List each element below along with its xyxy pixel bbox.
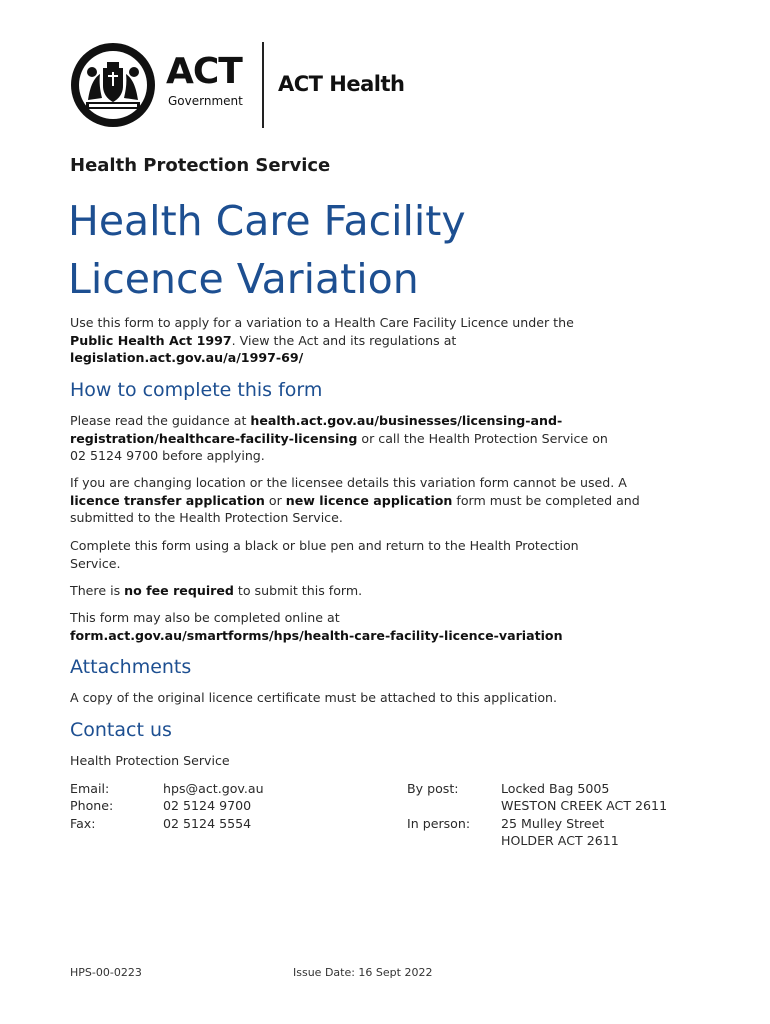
fee-pre: There is — [70, 583, 125, 598]
service-name: Health Protection Service — [70, 155, 331, 176]
guidance-phone-line: 02 5124 9700 before applying. — [70, 448, 265, 463]
phone-value: 02 5124 9700 — [163, 798, 252, 813]
logo-act-health-text: ACT Health — [278, 72, 405, 96]
changing-details-line-1: If you are changing location or the licensee details this variation form cannot be used. A — [70, 475, 627, 490]
changing-details-line-2-rest: form must be completed and — [452, 492, 640, 508]
post-address-line-1: Locked Bag 5005 — [501, 781, 610, 796]
online-paragraph — [70, 609, 710, 644]
title-line-2: Licence Variation — [68, 255, 419, 303]
fax-label: Fax: — [70, 816, 96, 831]
fee-post: to submit this form. — [233, 583, 363, 598]
post-address-line-2: WESTON CREEK ACT 2611 — [501, 798, 668, 813]
logo-government-text: Government — [168, 94, 243, 108]
intro-line-1: Use this form to apply for a variation to a Health Care Facility Licence under the — [70, 315, 574, 330]
pen-line-1: Complete this form using a black or blue pen and return to the Health Protection — [70, 538, 579, 553]
act-coat-of-arms-icon — [70, 42, 156, 128]
new-licence-text: new licence application — [285, 492, 453, 508]
online-line-1: This form may also be completed online at — [70, 610, 340, 625]
guidance-link-part-2[interactable]: registration/healthcare-facility-licensing — [70, 430, 358, 446]
online-form-link[interactable]: form.act.gov.au/smartforms/hps/health-care-facility-licence-variation — [70, 627, 563, 643]
title-line-1: Health Care Facility — [68, 197, 466, 245]
attachments-heading: Attachments — [70, 656, 192, 678]
guidance-link-part-1[interactable]: health.act.gov.au/businesses/licensing-and- — [250, 413, 563, 428]
post-label: By post: — [407, 781, 459, 796]
changing-details-line-3: submitted to the Health Protection Service. — [70, 510, 343, 525]
email-label: Email: — [70, 781, 110, 796]
legislation-link[interactable]: legislation.act.gov.au/a/1997-69/ — [70, 350, 304, 365]
changing-details-paragraph — [70, 474, 710, 527]
intro-line-2-rest: . View the Act and its regulations at — [231, 332, 457, 348]
fee-paragraph — [70, 582, 710, 600]
email-value[interactable]: hps@act.gov.au — [163, 781, 264, 796]
in-person-label: In person: — [407, 816, 471, 831]
pen-paragraph — [70, 537, 710, 572]
pen-line-2: Service. — [70, 555, 121, 571]
intro-paragraph — [70, 314, 710, 367]
in-person-address-line-1: 25 Mulley Street — [501, 816, 605, 831]
fax-value: 02 5124 5554 — [163, 816, 252, 831]
act-health-logo — [70, 42, 410, 130]
contact-org: Health Protection Service — [70, 753, 230, 768]
guidance-text: Please read the guidance at — [70, 413, 251, 428]
licence-transfer-text: licence transfer application — [70, 492, 265, 508]
attachments-paragraph: A copy of the original licence certificate must be attached to this application. — [70, 690, 558, 705]
guidance-paragraph — [70, 412, 710, 465]
page-title — [68, 192, 708, 308]
in-person-address-line-2: HOLDER ACT 2611 — [501, 833, 619, 848]
form-code: HPS-00-0223 — [70, 966, 142, 979]
logo-act-text: ACT — [166, 51, 242, 92]
or-text: or — [264, 492, 286, 508]
how-to-heading: How to complete this form — [70, 379, 323, 401]
issue-date: Issue Date: 16 Sept 2022 — [293, 966, 433, 979]
logo-divider — [262, 42, 264, 128]
phone-label: Phone: — [70, 798, 114, 813]
no-fee-text: no fee required — [124, 583, 234, 598]
public-health-act-text: Public Health Act 1997 — [70, 332, 232, 348]
contact-heading: Contact us — [70, 719, 172, 741]
guidance-text-rest: or call the Health Protection Service on — [357, 430, 608, 446]
